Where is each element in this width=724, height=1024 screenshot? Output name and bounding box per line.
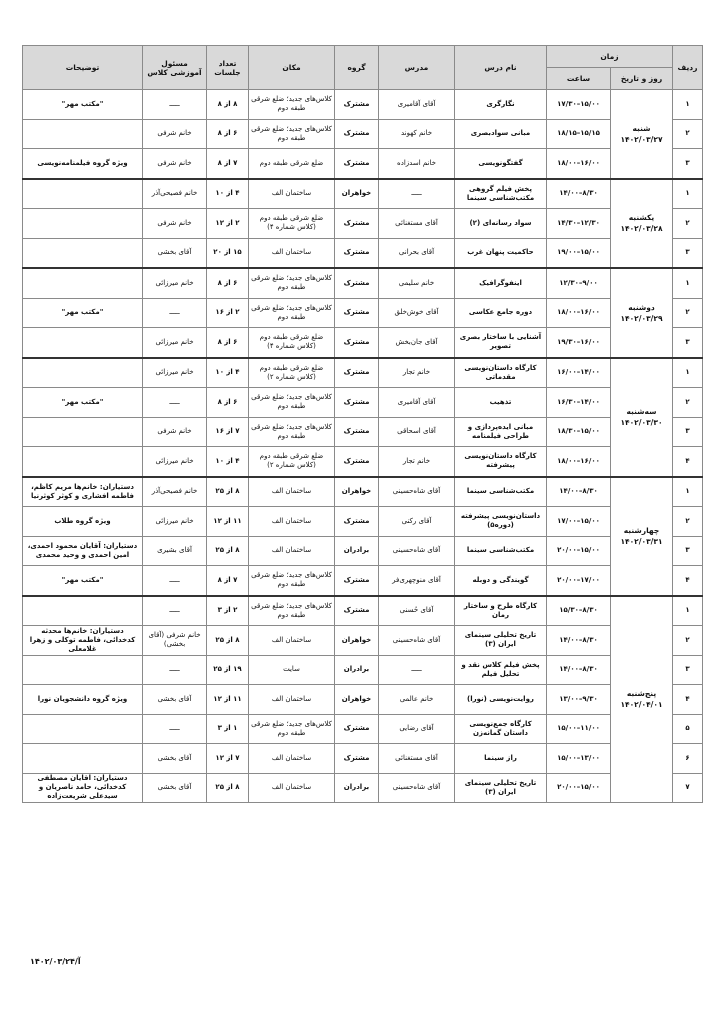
time-cell: ۱۶/۰۰–۱۸/۰۰: [547, 149, 611, 179]
time-cell: ۸/۳۰–۱۴/۰۰: [547, 477, 611, 507]
course-cell: کارگاه داستان‌نویسی مقدماتی: [455, 358, 547, 388]
row-number: ۱: [673, 90, 703, 120]
header-notes: توضیحات: [23, 46, 143, 90]
table-row: [23, 773, 703, 803]
time-cell: ۱۶/۰۰–۱۸/۰۰: [547, 298, 611, 328]
place-cell: ساختمان الف: [249, 536, 335, 566]
course-cell: مکتب‌شناسی سینما: [455, 536, 547, 566]
row-number: ۲: [673, 209, 703, 239]
teacher-cell: خانم اسدزاده: [379, 149, 455, 179]
responsible-cell: خانم میرزائی: [143, 358, 207, 388]
notes-cell: دستیاران: آقایان محمود احمدی، امین احمدی و وحید محمدی: [23, 536, 143, 566]
group-cell: مشترک: [335, 90, 379, 120]
time-cell: ۱۵/۰۰–۲۰/۰۰: [547, 773, 611, 803]
responsible-cell: ـــــ: [143, 596, 207, 626]
group-cell: مشترک: [335, 447, 379, 477]
notes-cell: دستیاران: خانم‌ها مریم کاظم، فاطمه افشاری و کوثر کوثرنیا: [23, 477, 143, 507]
responsible-cell: خانم فصیحی‌آذر: [143, 179, 207, 209]
header-time-group: زمان: [547, 46, 673, 68]
place-cell: کلاس‌های جدید؛ ضلع شرقی طبقه دوم: [249, 714, 335, 744]
header-teacher: مدرس: [379, 46, 455, 90]
day-date-cell: [611, 477, 673, 596]
responsible-cell: آقای بشیری: [143, 536, 207, 566]
group-cell: مشترک: [335, 298, 379, 328]
group-cell: مشترک: [335, 209, 379, 239]
group-cell: خواهران: [335, 179, 379, 209]
place-cell: ساختمان الف: [249, 685, 335, 715]
table-row: [23, 744, 703, 774]
day-date: ۱۴۰۲/۰۳/۲۷: [620, 134, 663, 144]
place-cell: ساختمان الف: [249, 179, 335, 209]
row-number: ۷: [673, 773, 703, 803]
group-cell: برادران: [335, 655, 379, 685]
time-cell: ۱۵/۱۵–۱۸/۱۵: [547, 119, 611, 149]
teacher-cell: آقای رضایی: [379, 714, 455, 744]
row-number: ۱: [673, 268, 703, 298]
course-cell: کارگاه جمع‌نویسی داستان گمانه‌زن: [455, 714, 547, 744]
group-cell: برادران: [335, 773, 379, 803]
course-cell: کارگاه داستان‌نویسی پیشرفته: [455, 447, 547, 477]
place-cell: ضلع شرقی طبقه دوم (کلاس شماره ۲): [249, 447, 335, 477]
group-cell: مشترک: [335, 149, 379, 179]
table-row: [23, 685, 703, 715]
table-row: [23, 179, 703, 209]
table-row: [23, 507, 703, 537]
day-date-cell: [611, 268, 673, 358]
notes-cell: [23, 328, 143, 358]
course-cell: کارگاه طرح و ساختار رمان: [455, 596, 547, 626]
course-cell: تذهیب: [455, 388, 547, 418]
notes-cell: [23, 238, 143, 268]
place-cell: کلاس‌های جدید؛ ضلع شرقی طبقه دوم: [249, 298, 335, 328]
table-row: [23, 566, 703, 596]
time-cell: ۱۵/۰۰–۱۹/۰۰: [547, 238, 611, 268]
sessions-cell: ۱۵ از ۲۰: [207, 238, 249, 268]
table-row: [23, 298, 703, 328]
footer-code: ۱۴۰۲/۰۳/۲۴/آ: [30, 957, 81, 966]
time-cell: ۱۴/۰۰–۱۶/۳۰: [547, 388, 611, 418]
day-date-cell: [611, 179, 673, 269]
day-name: دوشنبه: [628, 302, 655, 312]
course-cell: دوره جامع عکاسی: [455, 298, 547, 328]
sessions-cell: ۸ از ۲۵: [207, 477, 249, 507]
sessions-cell: ۶ از ۸: [207, 268, 249, 298]
day-name: پنج‌شنبه: [626, 689, 657, 699]
sessions-cell: ۱۹ از ۲۵: [207, 655, 249, 685]
table-row: [23, 209, 703, 239]
course-cell: داستان‌نویسی پیشرفته (دوره۵): [455, 507, 547, 537]
time-cell: ۸/۳۰–۱۴/۰۰: [547, 626, 611, 656]
course-cell: گفتگونویسی: [455, 149, 547, 179]
course-cell: گویندگی و دوبله: [455, 566, 547, 596]
sessions-cell: ۶ از ۸: [207, 328, 249, 358]
time-cell: ۹/۳۰–۱۳/۰۰: [547, 685, 611, 715]
table-row: [23, 328, 703, 358]
header-course: نام درس: [455, 46, 547, 90]
group-cell: مشترک: [335, 417, 379, 447]
teacher-cell: خانم کهوند: [379, 119, 455, 149]
row-number: ۲: [673, 298, 703, 328]
teacher-cell: آقای شاه‌حسینی: [379, 773, 455, 803]
teacher-cell: آقای خوش‌خلق: [379, 298, 455, 328]
teacher-cell: ـــــ: [379, 179, 455, 209]
course-cell: پخش فیلم گروهی مکتب‌شناسی سینما: [455, 179, 547, 209]
sessions-cell: ۸ از ۸: [207, 90, 249, 120]
teacher-cell: آقای شاه‌حسینی: [379, 477, 455, 507]
notes-cell: "مکتب مهر": [23, 90, 143, 120]
notes-cell: [23, 596, 143, 626]
group-cell: خواهران: [335, 626, 379, 656]
row-number: ۳: [673, 536, 703, 566]
place-cell: ساختمان الف: [249, 238, 335, 268]
responsible-cell: خانم فصیحی‌آذر: [143, 477, 207, 507]
time-cell: ۱۵/۰۰–۱۸/۳۰: [547, 417, 611, 447]
sessions-cell: ۱۱ از ۱۲: [207, 685, 249, 715]
course-cell: حاکمیت پنهان غرب: [455, 238, 547, 268]
place-cell: کلاس‌های جدید؛ ضلع شرقی طبقه دوم: [249, 596, 335, 626]
sessions-cell: ۲ از ۱۲: [207, 209, 249, 239]
group-cell: مشترک: [335, 358, 379, 388]
time-cell: ۸/۳۰–۱۵/۳۰: [547, 596, 611, 626]
row-number: ۲: [673, 119, 703, 149]
group-cell: مشترک: [335, 238, 379, 268]
time-cell: ۱۶/۰۰–۱۹/۳۰: [547, 328, 611, 358]
responsible-cell: خانم شرفی: [143, 149, 207, 179]
row-number: ۲: [673, 626, 703, 656]
time-cell: ۹/۰۰–۱۲/۳۰: [547, 268, 611, 298]
table-row: [23, 596, 703, 626]
time-cell: ۱۵/۰۰–۱۷/۰۰: [547, 507, 611, 537]
group-cell: مشترک: [335, 596, 379, 626]
day-date-cell: [611, 358, 673, 477]
course-cell: راز سینما: [455, 744, 547, 774]
group-cell: مشترک: [335, 566, 379, 596]
sessions-cell: ۲ از ۳: [207, 596, 249, 626]
table-row: [23, 238, 703, 268]
row-number: ۳: [673, 328, 703, 358]
time-cell: ۱۵/۰۰–۲۰/۰۰: [547, 536, 611, 566]
notes-cell: "مکتب مهر": [23, 388, 143, 418]
sessions-cell: ۴ از ۱۰: [207, 179, 249, 209]
group-cell: خواهران: [335, 685, 379, 715]
table-row: [23, 417, 703, 447]
teacher-cell: آقای منوچهری‌فر: [379, 566, 455, 596]
header-group: گروه: [335, 46, 379, 90]
place-cell: کلاس‌های جدید؛ ضلع شرقی طبقه دوم: [249, 119, 335, 149]
responsible-cell: خانم شرفی: [143, 417, 207, 447]
day-name: شنبه: [632, 123, 651, 133]
course-cell: مبانی سوادبصری: [455, 119, 547, 149]
course-cell: تاریخ تحلیلی سینمای ایران (۳): [455, 773, 547, 803]
day-date-cell: [611, 596, 673, 803]
teacher-cell: آقای بحرانی: [379, 238, 455, 268]
course-cell: مکتب‌شناسی سینما: [455, 477, 547, 507]
teacher-cell: آقای آقامیری: [379, 388, 455, 418]
notes-cell: [23, 179, 143, 209]
course-cell: سواد رسانه‌ای (۲): [455, 209, 547, 239]
row-number: ۱: [673, 596, 703, 626]
sessions-cell: ۱ از ۳: [207, 714, 249, 744]
teacher-cell: آقای شاه‌حسینی: [379, 626, 455, 656]
course-cell: نگارگری: [455, 90, 547, 120]
table-row: [23, 90, 703, 120]
place-cell: کلاس‌های جدید؛ ضلع شرقی طبقه دوم: [249, 90, 335, 120]
day-date: ۱۴۰۲/۰۳/۲۹: [620, 313, 663, 323]
place-cell: ساختمان الف: [249, 773, 335, 803]
teacher-cell: خانم عالمی: [379, 685, 455, 715]
table-row: [23, 714, 703, 744]
row-number: ۳: [673, 655, 703, 685]
place-cell: ساختمان الف: [249, 477, 335, 507]
group-cell: مشترک: [335, 388, 379, 418]
notes-cell: [23, 447, 143, 477]
responsible-cell: خانم میرزائی: [143, 328, 207, 358]
responsible-cell: آقای بخشی: [143, 685, 207, 715]
time-cell: ۱۵/۰۰–۱۷/۳۰: [547, 90, 611, 120]
row-number: ۶: [673, 744, 703, 774]
time-cell: ۱۲/۳۰–۱۴/۳۰: [547, 209, 611, 239]
teacher-cell: آقای شاه‌حسینی: [379, 536, 455, 566]
table-row: [23, 119, 703, 149]
sessions-cell: ۸ از ۲۵: [207, 536, 249, 566]
notes-cell: دستیاران: خانم‌ها محدثه کدخدائی، فاطمه توکلی و زهرا غلامعلی: [23, 626, 143, 656]
place-cell: کلاس‌های جدید؛ ضلع شرقی طبقه دوم: [249, 566, 335, 596]
row-number: ۱: [673, 179, 703, 209]
sessions-cell: ۷ از ۱۶: [207, 417, 249, 447]
responsible-cell: ـــــ: [143, 90, 207, 120]
notes-cell: "مکتب مهر": [23, 566, 143, 596]
notes-cell: [23, 655, 143, 685]
notes-cell: ویژه گروه طلاب: [23, 507, 143, 537]
group-cell: مشترک: [335, 507, 379, 537]
row-number: ۳: [673, 417, 703, 447]
group-cell: مشترک: [335, 328, 379, 358]
responsible-cell: خانم شرفی (آقای بخشی): [143, 626, 207, 656]
teacher-cell: آقای جان‌بخش: [379, 328, 455, 358]
notes-cell: [23, 417, 143, 447]
course-cell: تاریخ تحلیلی سینمای ایران (۳): [455, 626, 547, 656]
notes-cell: [23, 119, 143, 149]
sessions-cell: ۶ از ۸: [207, 119, 249, 149]
notes-cell: ویژه گروه دانشجویان نورا: [23, 685, 143, 715]
place-cell: کلاس‌های جدید؛ ضلع شرقی طبقه دوم: [249, 417, 335, 447]
group-cell: مشترک: [335, 119, 379, 149]
sessions-cell: ۶ از ۸: [207, 388, 249, 418]
sessions-cell: ۷ از ۸: [207, 149, 249, 179]
sessions-cell: ۱۱ از ۱۲: [207, 507, 249, 537]
teacher-cell: آقای اسحاقی: [379, 417, 455, 447]
notes-cell: دستیاران: آقایان مصطفی کدخدائی، حامد ناصریان و سیدعلی شریعت‌زاده: [23, 773, 143, 803]
table-row: [23, 447, 703, 477]
responsible-cell: ـــــ: [143, 714, 207, 744]
course-cell: مبانی ایده‌پردازی و طراحی فیلمنامه: [455, 417, 547, 447]
sessions-cell: ۷ از ۸: [207, 566, 249, 596]
responsible-cell: خانم شرفی: [143, 209, 207, 239]
row-number: ۵: [673, 714, 703, 744]
group-cell: مشترک: [335, 744, 379, 774]
place-cell: ضلع شرقی طبقه دوم: [249, 149, 335, 179]
place-cell: ساختمان الف: [249, 626, 335, 656]
table-row: [23, 536, 703, 566]
row-number: ۲: [673, 507, 703, 537]
time-cell: ۱۴/۰۰–۱۶/۰۰: [547, 358, 611, 388]
course-cell: روایت‌نویسی (نورا): [455, 685, 547, 715]
place-cell: ضلع شرقی طبقه دوم (کلاس شماره ۴): [249, 328, 335, 358]
teacher-cell: آقای مستغنائی: [379, 744, 455, 774]
notes-cell: [23, 209, 143, 239]
schedule-table: [22, 45, 703, 803]
teacher-cell: ـــــ: [379, 655, 455, 685]
header-place: مکان: [249, 46, 335, 90]
teacher-cell: آقای حُسنی: [379, 596, 455, 626]
row-number: ۴: [673, 685, 703, 715]
notes-cell: [23, 714, 143, 744]
table-row: [23, 388, 703, 418]
row-number: ۲: [673, 388, 703, 418]
row-number: ۱: [673, 477, 703, 507]
responsible-cell: ـــــ: [143, 655, 207, 685]
place-cell: ساختمان الف: [249, 744, 335, 774]
header-responsible: مسئول آموزشی کلاس: [143, 46, 207, 90]
notes-cell: [23, 358, 143, 388]
day-date-cell: [611, 90, 673, 179]
row-number: ۴: [673, 447, 703, 477]
responsible-cell: ـــــ: [143, 566, 207, 596]
teacher-cell: آقای رکنی: [379, 507, 455, 537]
sessions-cell: ۴ از ۱۰: [207, 447, 249, 477]
responsible-cell: خانم شرفی: [143, 119, 207, 149]
time-cell: ۱۷/۰۰–۲۰/۰۰: [547, 566, 611, 596]
row-number: ۴: [673, 566, 703, 596]
day-date: ۱۴۰۲/۰۳/۳۰: [620, 418, 663, 427]
place-cell: سایت: [249, 655, 335, 685]
notes-cell: [23, 744, 143, 774]
responsible-cell: آقای بخشی: [143, 238, 207, 268]
responsible-cell: ـــــ: [143, 298, 207, 328]
course-cell: پخش فیلم کلاس نقد و تحلیل فیلم: [455, 655, 547, 685]
place-cell: ضلع شرقی طبقه دوم (کلاس شماره ۲): [249, 358, 335, 388]
sessions-cell: ۴ از ۱۰: [207, 358, 249, 388]
day-date: ۱۴۰۲/۰۴/۰۱: [620, 700, 663, 710]
time-cell: ۱۳/۰۰–۱۵/۰۰: [547, 744, 611, 774]
table-row: [23, 268, 703, 298]
sessions-cell: ۷ از ۱۲: [207, 744, 249, 774]
table-row: [23, 626, 703, 656]
responsible-cell: خانم میرزائی: [143, 268, 207, 298]
group-cell: خواهران: [335, 477, 379, 507]
group-cell: مشترک: [335, 714, 379, 744]
day-date: ۱۴۰۲/۰۳/۲۸: [620, 224, 663, 234]
time-cell: ۱۶/۰۰–۱۸/۰۰: [547, 447, 611, 477]
table-row: [23, 477, 703, 507]
sessions-cell: ۸ از ۲۵: [207, 773, 249, 803]
teacher-cell: آقای مستغنائی: [379, 209, 455, 239]
place-cell: کلاس‌های جدید؛ ضلع شرقی طبقه دوم: [249, 388, 335, 418]
day-name: سه‌شنبه: [626, 407, 657, 416]
teacher-cell: خانم سلیمی: [379, 268, 455, 298]
table-row: [23, 358, 703, 388]
teacher-cell: خانم تجار: [379, 358, 455, 388]
group-cell: مشترک: [335, 268, 379, 298]
notes-cell: ویژه گروه فیلمنامه‌نویسی: [23, 149, 143, 179]
time-cell: ۸/۳۰–۱۴/۰۰: [547, 179, 611, 209]
place-cell: ضلع شرقی طبقه دوم (کلاس شماره ۴): [249, 209, 335, 239]
day-name: چهارشنبه: [623, 526, 660, 535]
header-row-number: ردیف: [673, 46, 703, 90]
responsible-cell: ـــــ: [143, 388, 207, 418]
group-cell: برادران: [335, 536, 379, 566]
notes-cell: "مکتب مهر": [23, 298, 143, 328]
teacher-cell: خانم تجار: [379, 447, 455, 477]
schedule-body: [23, 90, 703, 803]
header-sessions: تعداد جلسات: [207, 46, 249, 90]
header-hour: ساعت: [547, 68, 611, 90]
row-number: ۳: [673, 149, 703, 179]
header-date: روز و تاریخ: [611, 68, 673, 90]
place-cell: ساختمان الف: [249, 507, 335, 537]
sessions-cell: ۲ از ۱۶: [207, 298, 249, 328]
day-date: ۱۴۰۲/۰۳/۳۱: [620, 537, 663, 546]
table-row: [23, 655, 703, 685]
responsible-cell: خانم میرزائی: [143, 507, 207, 537]
course-cell: اینفوگرافیک: [455, 268, 547, 298]
row-number: ۱: [673, 358, 703, 388]
teacher-cell: آقای آقامیری: [379, 90, 455, 120]
notes-cell: [23, 268, 143, 298]
responsible-cell: خانم میرزائی: [143, 447, 207, 477]
course-cell: آشنایی با ساختار بصری تصویر: [455, 328, 547, 358]
time-cell: ۸/۳۰–۱۴/۰۰: [547, 655, 611, 685]
table-row: [23, 149, 703, 179]
row-number: ۳: [673, 238, 703, 268]
responsible-cell: آقای بخشی: [143, 773, 207, 803]
responsible-cell: آقای بخشی: [143, 744, 207, 774]
place-cell: کلاس‌های جدید؛ ضلع شرقی طبقه دوم: [249, 268, 335, 298]
sessions-cell: ۸ از ۲۵: [207, 626, 249, 656]
time-cell: ۱۱/۰۰–۱۵/۰۰: [547, 714, 611, 744]
day-name: یکشنبه: [628, 213, 655, 223]
